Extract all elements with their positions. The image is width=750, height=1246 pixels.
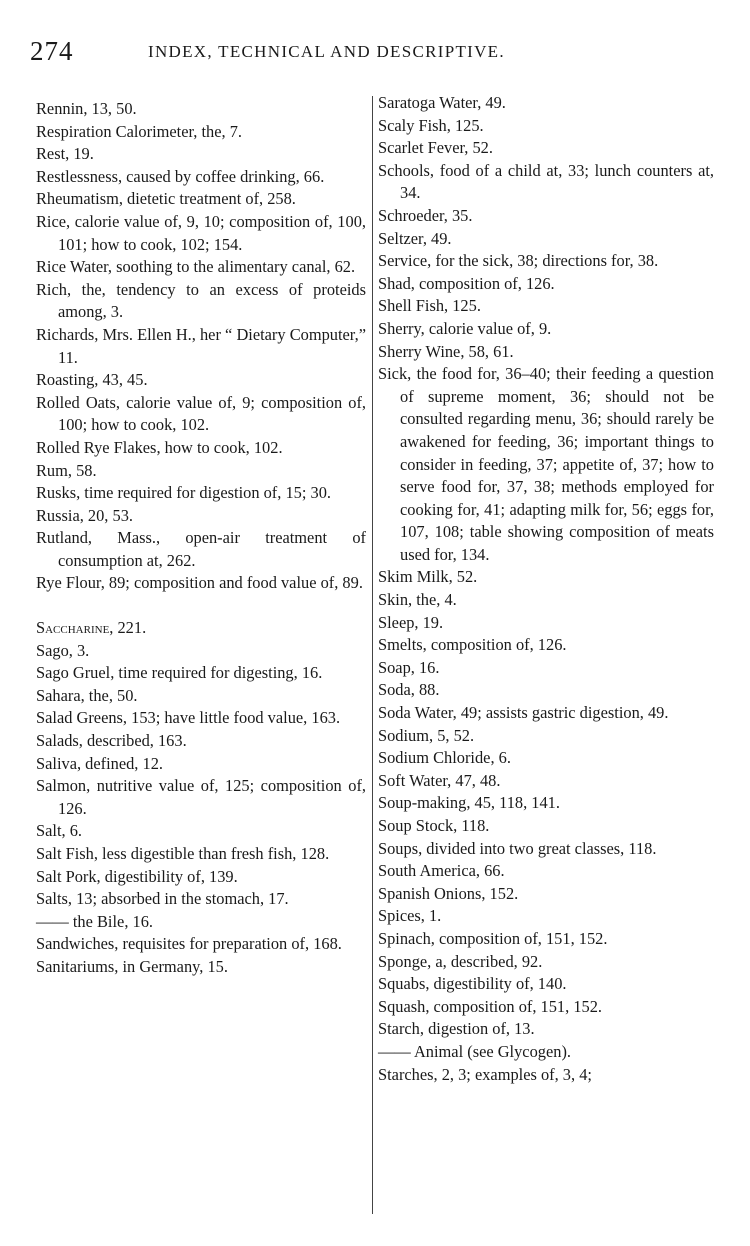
- index-entry: Scarlet Fever, 52.: [378, 138, 493, 158]
- index-entry: Saratoga Water, 49.: [378, 93, 506, 112]
- index-entry: Respiration Calorimeter, the, 7.: [36, 121, 242, 141]
- index-entry: Salt Fish, less digestible than fresh fish, 128.: [36, 844, 330, 863]
- index-entry: Rusks, time required for digestion of, 15; 30.: [36, 483, 331, 503]
- index-entry: Rye Flour, 89; composition and food value of, 89.: [36, 573, 363, 593]
- index-entry: Restlessness, caused by coffee drinking, 66.: [36, 166, 325, 186]
- index-entry: Rice Water, soothing to the alimentary canal, 62.: [36, 257, 356, 277]
- index-entry: Salts, 13; absorbed in the stomach, 17.: [36, 889, 289, 909]
- index-entry: Soap, 16.: [378, 657, 440, 677]
- index-entry: Sago Gruel, time required for digesting, 16.: [36, 663, 323, 683]
- index-entry: Spices, 1.: [378, 906, 442, 926]
- index-entry: Skin, the, 4.: [378, 590, 457, 610]
- index-entry: Rich, the, tendency to an excess of proteids among, 3.: [36, 279, 366, 322]
- index-entry: —— the Bile, 16.: [36, 911, 153, 931]
- index-column-right: [378, 92, 714, 1086]
- index-entry: Soda, 88.: [378, 680, 440, 700]
- index-entry: Squabs, digestibility of, 140.: [378, 974, 567, 994]
- index-entry: Starches, 2, 3; examples of, 3, 4;: [378, 1064, 592, 1084]
- index-column-left: [36, 98, 366, 979]
- index-entry: Rolled Rye Flakes, how to cook, 102.: [36, 437, 283, 457]
- page-header: [30, 36, 710, 72]
- index-entry: Sherry, calorie value of, 9.: [378, 318, 552, 338]
- index-entry: Schroeder, 35.: [378, 205, 473, 225]
- index-entry: Saliva, defined, 12.: [36, 753, 163, 773]
- index-entry: Shad, composition of, 126.: [378, 273, 555, 293]
- index-entry: Skim Milk, 52.: [378, 567, 478, 587]
- index-entry: Salmon, nutritive value of, 125; composition of, 126.: [36, 776, 366, 818]
- index-entry: Salt, 6.: [36, 821, 82, 841]
- index-entry: Rutland, Mass., open-air treatment of consumption at, 262.: [36, 528, 366, 570]
- index-entry: Soups, divided into two great classes, 118.: [378, 838, 657, 858]
- index-entry: —— Animal (see Glycogen).: [378, 1041, 571, 1061]
- index-entry: Sleep, 19.: [378, 612, 444, 632]
- index-entry: Soup-making, 45, 118, 141.: [378, 793, 560, 813]
- index-entry: Sherry Wine, 58, 61.: [378, 341, 514, 361]
- index-entry: Saccharine, 221.: [36, 618, 147, 638]
- index-entry: Salt Pork, digestibility of, 139.: [36, 866, 238, 886]
- index-entry: Rennin, 13, 50.: [36, 99, 137, 118]
- index-entry: Spinach, composition of, 151, 152.: [378, 928, 608, 948]
- column-divider: [372, 96, 373, 1214]
- index-entry: Scaly Fish, 125.: [378, 115, 484, 135]
- index-entry: Service, for the sick, 38; directions for, 38.: [378, 251, 659, 271]
- running-title: INDEX, TECHNICAL AND DESCRIPTIVE.: [148, 42, 505, 61]
- index-entry: Rest, 19.: [36, 144, 94, 164]
- index-entry: Smelts, composition of, 126.: [378, 635, 567, 655]
- index-entry: Sanitariums, in Germany, 15.: [36, 956, 228, 976]
- index-entry: Roasting, 43, 45.: [36, 370, 148, 390]
- index-entry: Schools, food of a child at, 33; lunch counters at, 34.: [378, 160, 714, 203]
- index-entry: Soup Stock, 118.: [378, 816, 490, 835]
- index-entry: Salad Greens, 153; have little food value, 163.: [36, 708, 341, 728]
- index-entry: Soft Water, 47, 48.: [378, 770, 501, 790]
- index-entry: Sahara, the, 50.: [36, 685, 138, 705]
- index-entry: Russia, 20, 53.: [36, 505, 133, 525]
- index-entry: Salads, described, 163.: [36, 731, 187, 751]
- index-entry: Shell Fish, 125.: [378, 296, 481, 316]
- index-entry: Rum, 58.: [36, 460, 97, 480]
- index-entry: Rheumatism, dietetic treatment of, 258.: [36, 189, 296, 209]
- index-entry: Sick, the food for, 36–40; their feeding a question of supreme moment, 36; should not be consulted regarding menu, 36; should rarely be awakened for feeding, 36; important things to consider in feeding, 37; appetite of, 37; how to serve food for, 37, 38; methods employed for cooking for, 41; adapting milk for, 56; eggs for, 107, 108; table showing composition of meats used for, 134.: [378, 364, 714, 564]
- index-entry: Sago, 3.: [36, 640, 90, 660]
- index-entry: Sodium Chloride, 6.: [378, 748, 511, 768]
- page-number: 274: [30, 36, 74, 66]
- index-entry: Rolled Oats, calorie value of, 9; composition of, 100; how to cook, 102.: [36, 392, 366, 435]
- index-entry: Squash, composition of, 151, 152.: [378, 996, 603, 1016]
- index-entry: Soda Water, 49; assists gastric digestion, 49.: [378, 703, 669, 723]
- index-entry: Rice, calorie value of, 9, 10; composition of, 100, 101; how to cook, 102; 154.: [36, 211, 366, 254]
- index-entry: Sponge, a, described, 92.: [378, 951, 543, 971]
- index-entry: Sandwiches, requisites for preparation of, 168.: [36, 934, 342, 954]
- index-entry: Starch, digestion of, 13.: [378, 1019, 535, 1039]
- index-entry: Sodium, 5, 52.: [378, 725, 475, 745]
- index-entry: South America, 66.: [378, 861, 505, 881]
- index-entry: Seltzer, 49.: [378, 228, 452, 248]
- index-entry: Richards, Mrs. Ellen H., her “ Dietary Computer,” 11.: [36, 324, 366, 367]
- index-entry: Spanish Onions, 152.: [378, 883, 519, 903]
